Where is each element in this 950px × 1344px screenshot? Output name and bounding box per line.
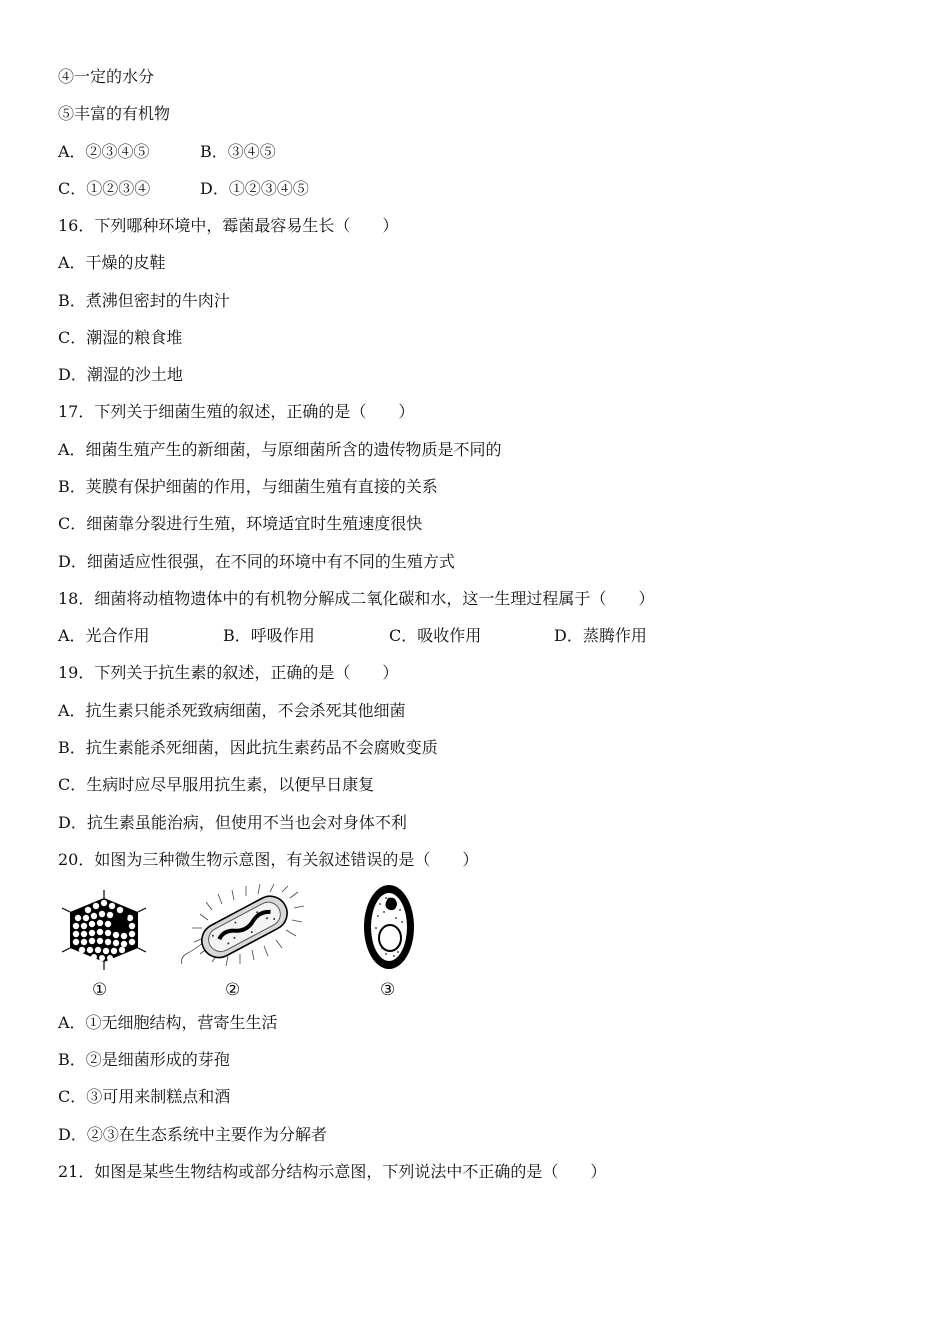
figure-label-1: ① [92, 980, 108, 1000]
q15-option-c: C．①②③④ [58, 179, 151, 198]
q19-option-c: C．生病时应尽早服用抗生素，以便早日康复 [58, 775, 375, 794]
q18-stem: 18．细菌将动植物遗体中的有机物分解成二氧化碳和水，这一生理过程属于（ ） [58, 589, 655, 608]
q17-stem: 17．下列关于细菌生殖的叙述，正确的是（ ） [58, 402, 415, 421]
q15-options-row-2 [58, 178, 458, 200]
q15-option-b: B．③④⑤ [200, 142, 276, 161]
figure-label-3: ③ [380, 980, 396, 1000]
q18-options-row [58, 625, 698, 647]
q16-stem: 16．下列哪种环境中，霉菌最容易生长（ ） [58, 216, 399, 235]
q16-option-a: A．干燥的皮鞋 [58, 253, 166, 272]
q16-option-d: D．潮湿的沙土地 [58, 365, 183, 384]
q20-option-b: B．②是细菌形成的芽孢 [58, 1050, 230, 1069]
virus-illustration [58, 888, 150, 972]
yeast-illustration [360, 882, 418, 972]
q20-stem: 20．如图为三种微生物示意图，有关叙述错误的是（ ） [58, 850, 479, 869]
q19-option-b: B．抗生素能杀死细菌，因此抗生素药品不会腐败变质 [58, 738, 438, 757]
q18-option-a: A．光合作用 [58, 626, 150, 645]
q16-option-b: B．煮沸但密封的牛肉汁 [58, 291, 230, 310]
figure-label-2: ② [225, 980, 241, 1000]
q17-option-b: B．荚膜有保护细菌的作用，与细菌生殖有直接的关系 [58, 477, 438, 496]
q17-option-d: D．细菌适应性很强，在不同的环境中有不同的生殖方式 [58, 552, 455, 571]
q20-option-c: C．③可用来制糕点和酒 [58, 1087, 231, 1106]
q19-option-d: D．抗生素虽能治病，但使用不当也会对身体不利 [58, 813, 407, 832]
q15-options-row-1 [58, 141, 458, 163]
q20-option-a: A．①无细胞结构，营寄生生活 [58, 1013, 278, 1032]
q21-stem: 21．如图是某些生物结构或部分结构示意图，下列说法中不正确的是（ ） [58, 1162, 607, 1181]
q20-option-d: D．②③在生态系统中主要作为分解者 [58, 1125, 327, 1144]
bacterium-illustration [178, 880, 308, 972]
q15-item-4: ④一定的水分 [58, 67, 155, 86]
q16-option-c: C．潮湿的粮食堆 [58, 328, 183, 347]
q17-option-c: C．细菌靠分裂进行生殖，环境适宜时生殖速度很快 [58, 514, 423, 533]
q18-option-c: C．吸收作用 [389, 626, 482, 645]
q15-option-d: D．①②③④⑤ [200, 179, 309, 198]
q15-item-5: ⑤丰富的有机物 [58, 104, 171, 123]
q18-option-d: D．蒸腾作用 [554, 626, 647, 645]
q19-stem: 19．下列关于抗生素的叙述，正确的是（ ） [58, 663, 399, 682]
q18-option-b: B．呼吸作用 [223, 626, 315, 645]
q15-option-a: A．②③④⑤ [58, 142, 150, 161]
q19-option-a: A．抗生素只能杀死致病细菌，不会杀死其他细菌 [58, 701, 406, 720]
q17-option-a: A．细菌生殖产生的新细菌，与原细菌所含的遗传物质是不同的 [58, 440, 502, 459]
